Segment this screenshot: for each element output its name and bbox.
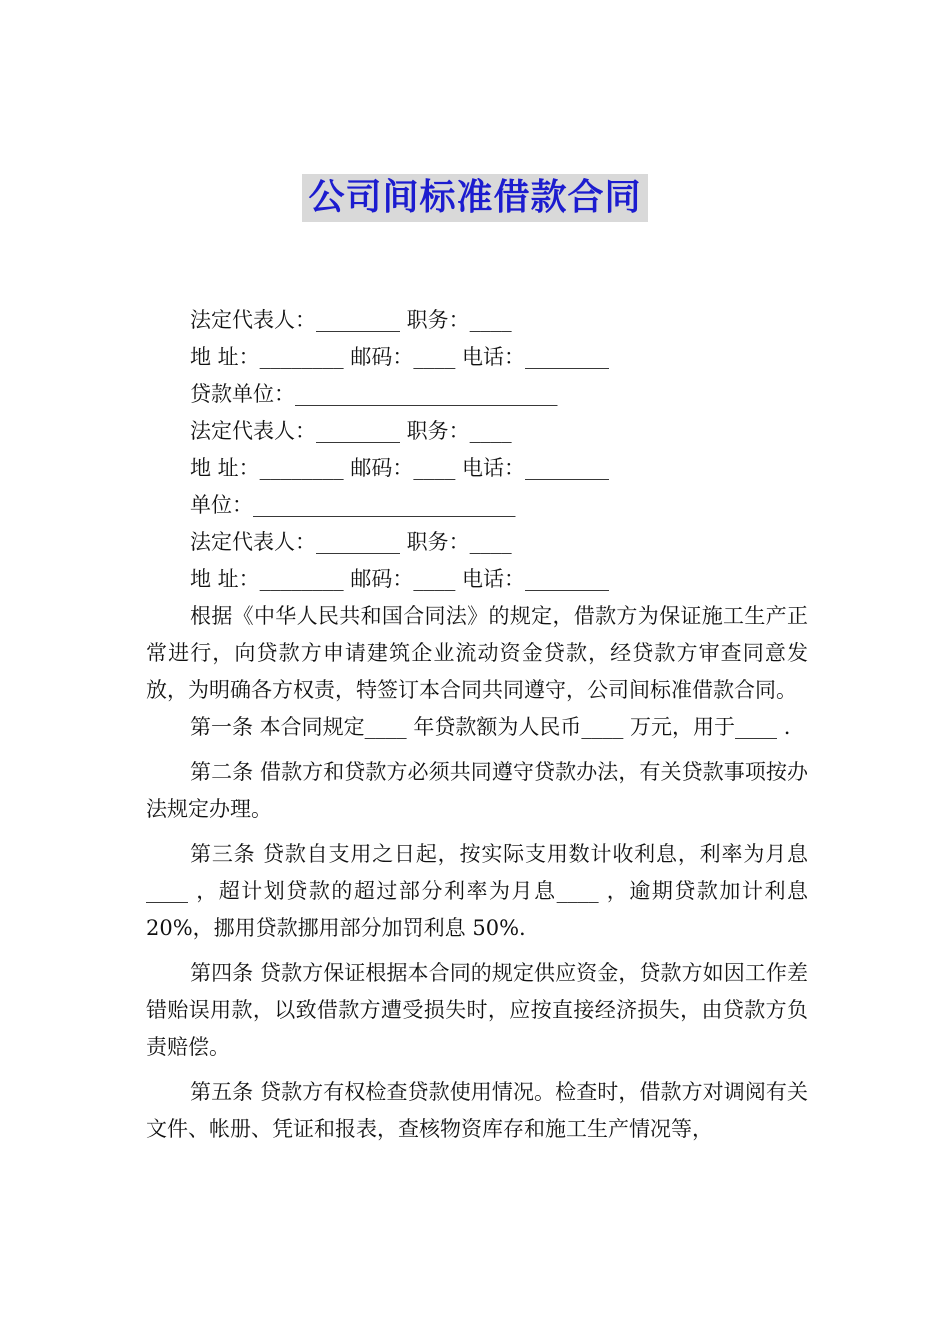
paragraph-article-1: 第一条 本合同规定____ 年贷款额为人民币____ 万元，用于____ .	[190, 715, 791, 739]
field-address-3: 地 址：________ 邮码：____ 电话：________	[190, 567, 610, 591]
paragraph-article-3: 第三条 贷款自支用之日起，按实际支用数计收利息，利率为月息____ ，超计划贷款的超过部分利率为月息____ ，逾期贷款加计利息 20%，挪用贷款挪用部分加罚利息 50%.	[146, 842, 808, 940]
field-legal-rep-2: 法定代表人：________ 职务：____	[190, 419, 512, 443]
field-lender-unit: 贷款单位：_________________________	[190, 382, 558, 406]
document-body	[146, 302, 808, 1148]
field-legal-rep-1: 法定代表人：________ 职务：____	[190, 308, 512, 332]
field-address-2: 地 址：________ 邮码：____ 电话：________	[190, 456, 610, 480]
paragraph-article-4: 第四条 贷款方保证根据本合同的规定供应资金，贷款方如因工作差错贻误用款，以致借款方遭受损失时，应按直接经济损失，由贷款方负责赔偿。	[146, 961, 808, 1059]
paragraph-preamble: 根据《中华人民共和国合同法》的规定，借款方为保证施工生产正常进行，向贷款方申请建筑企业流动资金贷款，经贷款方审查同意发放，为明确各方权责，特签订本合同共同遵守，公司间标准借款合同。	[146, 604, 808, 702]
document-title: 公司间标准借款合同	[302, 174, 647, 222]
paragraph-article-5: 第五条 贷款方有权检查贷款使用情况。检查时，借款方对调阅有关文件、帐册、凭证和报表，查核物资库存和施工生产情况等，	[146, 1080, 808, 1141]
field-legal-rep-3: 法定代表人：________ 职务：____	[190, 530, 512, 554]
title-container	[0, 174, 950, 222]
field-unit: 单位：_________________________	[190, 493, 516, 517]
paragraph-article-2: 第二条 借款方和贷款方必须共同遵守贷款办法，有关贷款事项按办法规定办理。	[146, 760, 808, 821]
field-address-1: 地 址：________ 邮码：____ 电话：________	[190, 345, 610, 369]
